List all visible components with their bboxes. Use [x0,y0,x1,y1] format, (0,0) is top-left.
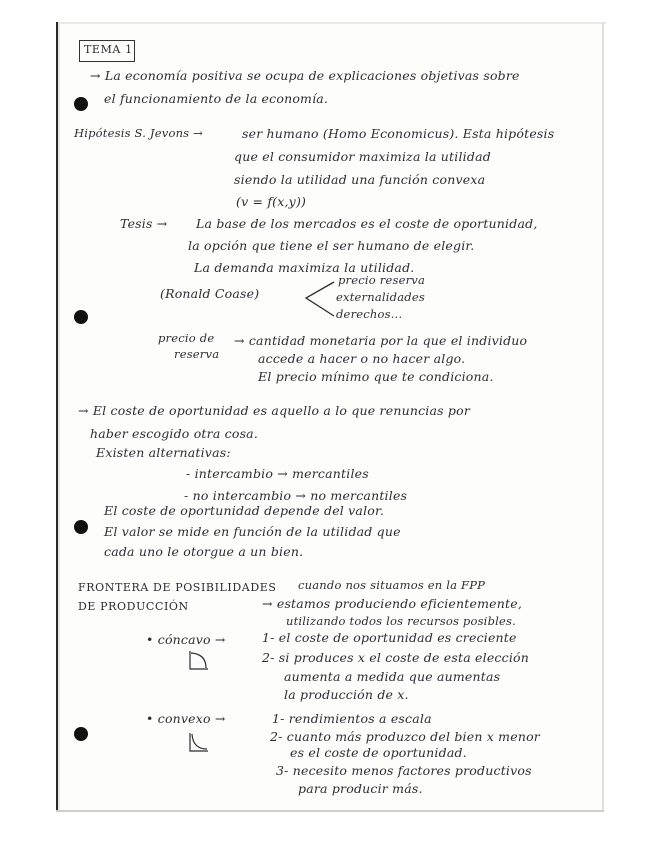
page-edge [56,810,604,812]
binder-hole-icon [74,310,88,324]
note-line: precio de [158,331,215,345]
note-line: El valor se mide en función de la utilidad que [104,524,401,539]
note-line: 2- cuanto más produzco del bien x menor [270,729,540,744]
section-heading: FRONTERA DE POSIBILIDADES [78,581,277,594]
note-line: haber escogido otra cosa. [90,426,259,441]
note-line: (v = f(x,y)) [236,194,307,209]
note-line: es el coste de oportunidad. [290,745,467,760]
note-line: que el consumidor maximiza la utilidad [234,149,491,164]
note-line: - no intercambio → no mercantiles [184,488,408,503]
note-line: → El coste de oportunidad es aquello a lo que renuncias por [78,403,471,418]
note-line: siendo la utilidad una función convexa [234,172,486,187]
note-line: la producción de x. [284,687,409,702]
note-line: reserva [174,347,220,361]
binder-hole-icon [74,97,88,111]
note-line: la opción que tiene el ser humano de elegir. [188,238,475,253]
concave-curve-icon [186,649,212,673]
note-line: → cantidad monetaria por la que el individuo [234,333,528,348]
note-line: 1- el coste de oportunidad es creciente [262,630,517,645]
note-line: 1- rendimientos a escala [272,711,432,726]
note-line: Existen alternativas: [96,445,231,460]
convex-curve-icon [186,731,212,755]
page-title: TEMA 1 [84,43,133,56]
binder-hole-icon [74,520,88,534]
note-line: → La economía positiva se ocupa de explicaciones objetivas sobre [90,68,520,83]
note-line: (Ronald Coase) [160,286,260,301]
note-line: precio reserva [338,273,426,287]
note-line: externalidades [336,290,425,304]
note-line: Tesis → [120,216,168,231]
note-line: • convexo → [146,711,226,726]
note-line: derechos... [336,307,403,321]
note-line: cada uno le otorgue a un bien. [104,544,304,559]
note-line: El coste de oportunidad depende del valor. [104,503,384,518]
note-line: para producir más. [298,781,423,796]
note-line: • cóncavo → [146,632,226,647]
note-line: utilizando todos los recursos posibles. [286,614,516,628]
note-line: accede a hacer o no hacer algo. [258,351,466,366]
note-line: La base de los mercados es el coste de oportunidad, [196,216,538,231]
note-line: aumenta a medida que aumentas [284,669,501,684]
note-line: → estamos produciendo eficientemente, [262,596,522,611]
note-line: ser humano (Homo Economicus). Esta hipótesis [242,126,555,141]
bracket-icon [298,276,338,322]
note-line: el funcionamiento de la economía. [104,91,329,106]
note-line: 3- necesito menos factores productivos [276,763,532,778]
note-line: cuando nos situamos en la FPP [298,578,486,592]
page-edge [602,22,604,812]
note-line: - intercambio → mercantiles [186,466,369,481]
note-line: Hipótesis S. Jevons → [74,126,203,140]
note-line: El precio mínimo que te condiciona. [258,369,494,384]
binder-hole-icon [74,727,88,741]
section-heading: DE PRODUCCIÓN [78,600,189,613]
note-line: La demanda maximiza la utilidad. [194,260,415,275]
note-line: 2- si produces x el coste de esta elección [262,650,530,665]
